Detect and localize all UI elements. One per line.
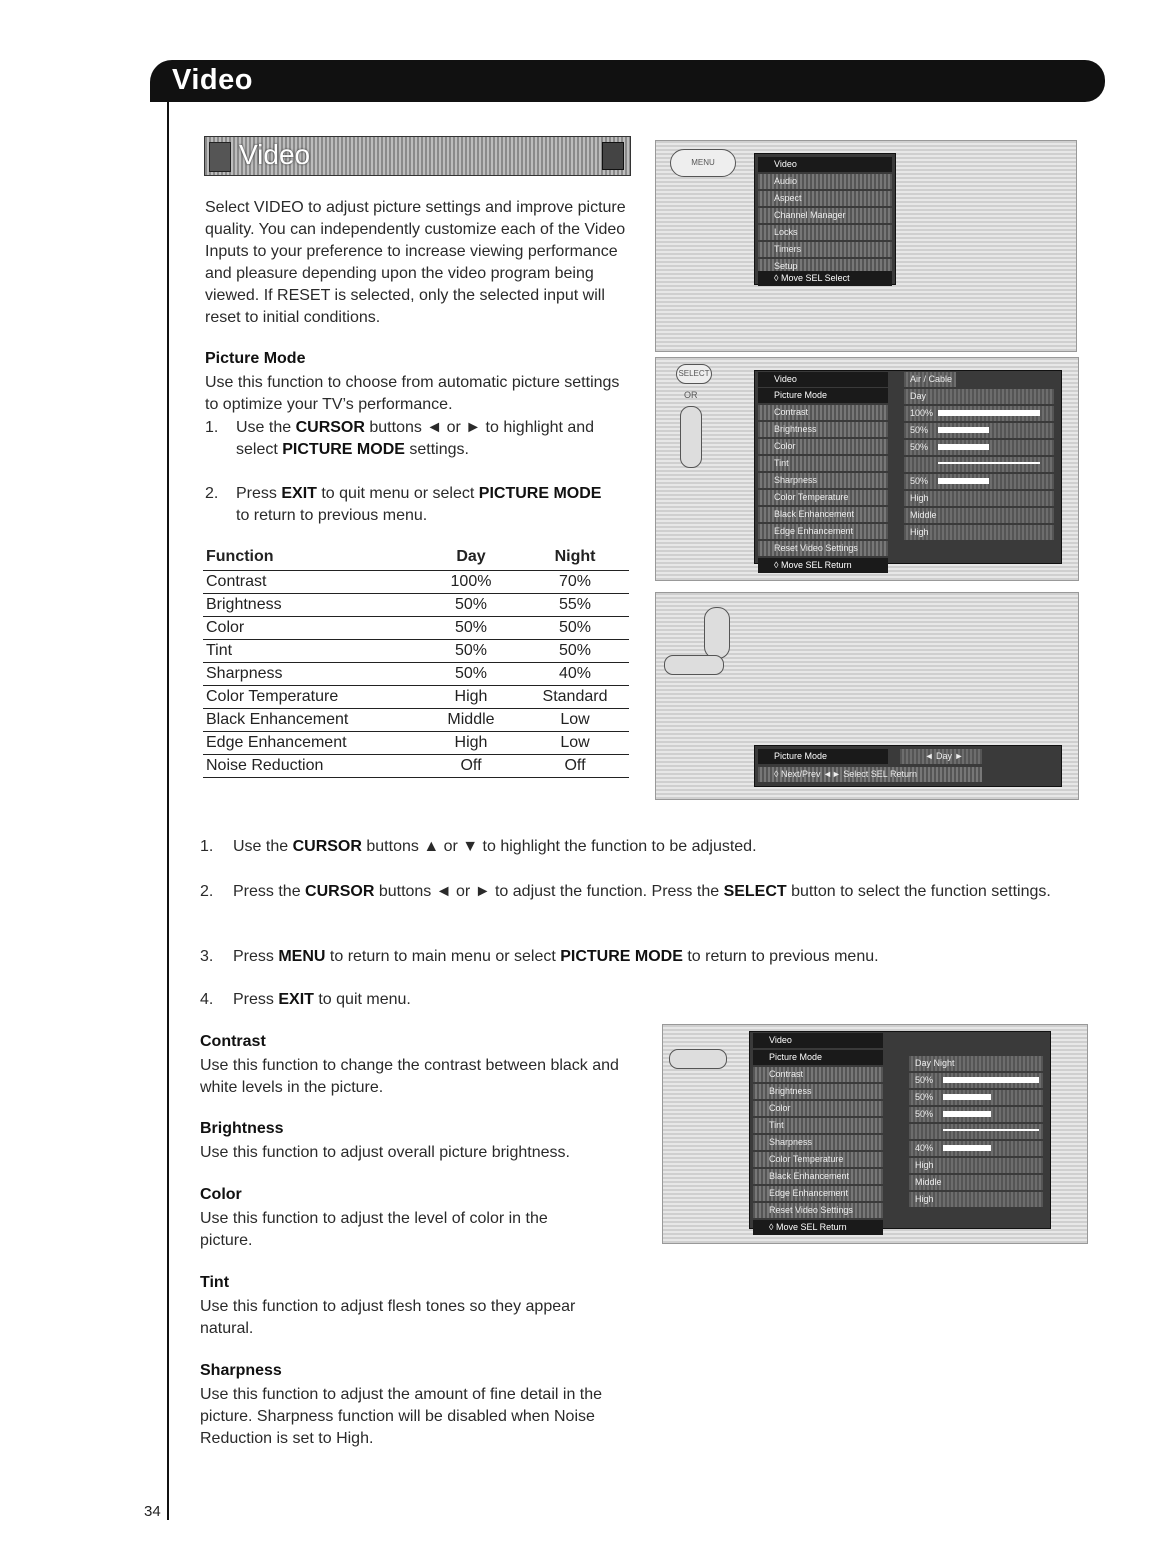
table-cell: Color <box>206 619 245 636</box>
value-cell: High <box>904 525 1054 540</box>
menu-item[interactable]: Edge Enhancement <box>758 524 888 539</box>
value-cell: Middle <box>904 508 1054 523</box>
intro-paragraph: Select VIDEO to adjust picture settings and improve picture quality. You can independently customize each of the Video Inputs to your preference to increase viewing performance and pleasure depending upon the video program being viewed. If RESET is selected, only the selected input will reset to initial conditions. <box>205 199 626 326</box>
column-header: Day <box>456 548 486 565</box>
adjust-step-4 <box>200 989 1070 1011</box>
contrast-level-bar <box>938 410 1040 416</box>
sharpness-level-bar <box>938 478 989 484</box>
table-cell: 50% <box>454 642 488 659</box>
table-row <box>203 663 629 686</box>
step-number: 2. <box>205 485 219 502</box>
menu-item-timers[interactable]: Timers <box>758 242 892 257</box>
step-keyword: PICTURE MODE <box>282 441 405 458</box>
menu-item[interactable]: Black Enhancement <box>753 1169 883 1184</box>
color-text: Use this function to adjust the level of color in the picture. <box>200 1210 548 1249</box>
sharpness-text: Use this function to adjust the amount of fine detail in the picture. Sharpness function will be disabled when Noise Reduction is set to High. <box>200 1386 603 1447</box>
table-cell: Middle <box>447 711 495 728</box>
menu-footer-hint: ◊ Move SEL Return <box>758 558 888 573</box>
picture-mode-step-1 <box>205 417 630 461</box>
menu-item[interactable]: Brightness <box>758 422 888 437</box>
adjust-step-2 <box>200 881 1070 903</box>
menu-item[interactable]: Color Temperature <box>758 490 888 505</box>
step-number: 2. <box>200 883 214 900</box>
color-heading: Color <box>200 1186 242 1203</box>
step-keyword: PICTURE MODE <box>478 485 602 502</box>
step-text: to return to previous menu. <box>682 948 879 965</box>
menu-item[interactable]: Color <box>758 439 888 454</box>
contrast-heading: Contrast <box>200 1033 266 1050</box>
menu-item[interactable]: Reset Video Settings <box>758 541 888 556</box>
value-cell: High <box>904 491 1054 506</box>
table-cell: Standard <box>542 688 608 705</box>
value-cell: Middle <box>909 1175 1043 1190</box>
picture-mode-text: Use this function to choose from automatic picture settings to optimize your TV’s performance. <box>205 374 620 413</box>
value-cell: 50% <box>909 1107 1043 1122</box>
sharpness-level-bar <box>943 1145 991 1151</box>
menu-item[interactable]: Black Enhancement <box>758 507 888 522</box>
banner-end-icon <box>602 142 624 170</box>
value-cell: 50% <box>904 440 1054 455</box>
value-cell: High <box>909 1158 1043 1173</box>
value-cell: High <box>909 1192 1043 1207</box>
contrast-text: Use this function to change the contrast between black and white levels in the picture. <box>200 1057 619 1096</box>
menu-item-video[interactable]: Video <box>758 157 892 172</box>
table-header-row <box>203 548 629 571</box>
step-keyword: SELECT <box>723 883 787 900</box>
table-cell: Contrast <box>206 573 267 590</box>
menu-footer-hint: ◊ Move SEL Select <box>758 271 892 286</box>
menu-item[interactable]: Color Temperature <box>753 1152 883 1167</box>
value-cell <box>909 1124 1043 1139</box>
contrast-level-bar <box>943 1077 1039 1083</box>
step-text: button to select the function settings. <box>786 883 1051 900</box>
value-cell: 100% <box>904 406 1054 421</box>
step-keyword: EXIT <box>278 991 314 1008</box>
step-text: Press <box>233 991 279 1008</box>
step-text: Use the <box>233 838 293 855</box>
menu-item[interactable]: Sharpness <box>758 473 888 488</box>
table-cell: Black Enhancement <box>206 711 349 728</box>
table-cell: Noise Reduction <box>206 757 324 774</box>
menu-footer-hint: ◊ Move SEL Return <box>753 1220 883 1235</box>
step-text: Press <box>236 485 282 502</box>
menu-item[interactable]: Contrast <box>753 1067 883 1082</box>
table-cell: Low <box>560 734 590 751</box>
value-cell: 40% <box>909 1141 1043 1156</box>
cursor-right-arrow-icon <box>680 406 702 468</box>
video-menu-icon <box>209 142 231 172</box>
table-cell: 50% <box>558 619 592 636</box>
step-keyword: CURSOR <box>292 838 362 855</box>
table-row <box>203 732 629 755</box>
brightness-level-bar <box>938 427 989 433</box>
step-text: buttons ◄ or ► to highlight and select <box>236 419 595 458</box>
step-text: to return to main menu or select <box>325 948 561 965</box>
table-row <box>203 617 629 640</box>
step-text: Press <box>233 948 279 965</box>
section-header-bar <box>150 60 1105 102</box>
step-text: Press the <box>233 883 306 900</box>
menu-footer-hint: ◊ Next/Prev ◄► Select SEL Return <box>758 767 982 782</box>
menu-item-audio[interactable]: Audio <box>758 174 892 189</box>
table-row <box>203 755 629 778</box>
select-remote-button: SELECT <box>676 364 712 384</box>
sharpness-heading: Sharpness <box>200 1362 282 1379</box>
tint-heading: Tint <box>200 1274 230 1291</box>
picture-mode-item[interactable]: Picture Mode <box>758 749 888 764</box>
table-cell: Off <box>564 757 586 774</box>
step-number: 1. <box>200 838 214 855</box>
cursor-right-arrow-icon <box>704 607 730 659</box>
picture-mode-heading: Picture Mode <box>205 350 306 367</box>
menu-item[interactable]: Sharpness <box>753 1135 883 1150</box>
table-cell: High <box>454 734 488 751</box>
table-row <box>203 640 629 663</box>
menu-item-aspect[interactable]: Aspect <box>758 191 892 206</box>
video-menu-banner <box>204 136 631 176</box>
brightness-heading: Brightness <box>200 1120 284 1137</box>
adjust-step-3 <box>200 946 1070 968</box>
step-text: buttons ▲ or ▼ to highlight the function to be adjusted. <box>361 838 757 855</box>
table-cell: Tint <box>206 642 233 659</box>
step-text: settings. <box>404 441 469 458</box>
step-number: 4. <box>200 991 214 1008</box>
banner-title: Video <box>239 139 311 170</box>
menu-item[interactable]: Contrast <box>758 405 888 420</box>
picture-mode-value[interactable]: ◄ Day ► <box>900 749 982 764</box>
value-cell: Day Night <box>909 1056 1043 1071</box>
value-cell: Air / Cable <box>904 372 956 387</box>
table-cell: 40% <box>558 665 592 682</box>
tint-level-bar <box>943 1129 1039 1131</box>
table-cell: 50% <box>454 665 488 682</box>
picture-mode-table <box>203 548 629 778</box>
menu-item[interactable]: Tint <box>753 1118 883 1133</box>
step-keyword: MENU <box>278 948 326 965</box>
table-cell: 100% <box>450 573 492 590</box>
table-cell: 50% <box>454 619 488 636</box>
value-cell: 50% <box>904 474 1054 489</box>
table-row <box>203 594 629 617</box>
menu-item-locks[interactable]: Locks <box>758 225 892 240</box>
menu-remote-button: MENU <box>670 149 736 177</box>
tv-screen-main-menu <box>655 140 1077 352</box>
menu-item[interactable]: Video <box>758 372 888 387</box>
cursor-down-arrow-icon <box>669 1049 727 1069</box>
section-title: Video <box>172 64 253 96</box>
table-cell: Edge Enhancement <box>206 734 347 751</box>
color-level-bar <box>938 444 989 450</box>
or-label: OR <box>684 390 698 400</box>
step-number: 3. <box>200 948 214 965</box>
table-row <box>203 571 629 594</box>
value-cell: 50% <box>909 1073 1043 1088</box>
color-level-bar <box>943 1111 991 1117</box>
menu-item[interactable]: Tint <box>758 456 888 471</box>
menu-item-channel-manager[interactable]: Channel Manager <box>758 208 892 223</box>
tint-level-bar <box>938 462 1040 464</box>
brightness-text: Use this function to adjust overall picture brightness. <box>200 1144 570 1161</box>
picture-mode-step-2 <box>205 483 605 527</box>
table-cell: 50% <box>454 596 488 613</box>
step-text: to return to previous menu. <box>236 507 428 524</box>
step-text: to quit menu or select <box>316 485 479 502</box>
step-keyword: EXIT <box>281 485 317 502</box>
tv-screen-picture-mode <box>655 592 1079 800</box>
column-header: Night <box>554 548 596 565</box>
table-cell: Sharpness <box>206 665 283 682</box>
table-cell: Brightness <box>206 596 282 613</box>
tv-screen-contrast-adjust <box>662 1024 1088 1244</box>
table-row <box>203 709 629 732</box>
tv-screen-video-menu <box>655 357 1079 581</box>
tint-text: Use this function to adjust flesh tones so they appear natural. <box>200 1298 576 1337</box>
step-number: 1. <box>205 419 219 436</box>
menu-item[interactable]: Color <box>753 1101 883 1116</box>
adjust-step-1 <box>200 836 1070 858</box>
column-header: Function <box>206 548 274 565</box>
table-cell: Color Temperature <box>206 688 339 705</box>
menu-item[interactable]: Picture Mode <box>758 388 888 403</box>
table-cell: Low <box>560 711 590 728</box>
menu-item[interactable]: Edge Enhancement <box>753 1186 883 1201</box>
table-row <box>203 686 629 709</box>
step-text: to quit menu. <box>313 991 411 1008</box>
value-cell: 50% <box>904 423 1054 438</box>
table-cell: Off <box>460 757 482 774</box>
step-text: Use the <box>236 419 296 436</box>
cursor-down-arrow-icon <box>664 655 724 675</box>
table-cell: 50% <box>558 642 592 659</box>
value-cell <box>904 457 1054 472</box>
menu-item[interactable]: Picture Mode <box>753 1050 883 1065</box>
menu-item[interactable]: Video <box>753 1033 883 1048</box>
step-keyword: CURSOR <box>295 419 365 436</box>
menu-item[interactable]: Brightness <box>753 1084 883 1099</box>
table-cell: 55% <box>558 596 592 613</box>
table-cell: High <box>454 688 488 705</box>
brightness-level-bar <box>943 1094 991 1100</box>
step-keyword: CURSOR <box>305 883 375 900</box>
value-cell: 50% <box>909 1090 1043 1105</box>
menu-item-setup[interactable]: Setup <box>758 259 892 274</box>
page-number: 34 <box>144 1503 161 1520</box>
menu-item[interactable]: Reset Video Settings <box>753 1203 883 1218</box>
step-text: buttons ◄ or ► to adjust the function. Press the <box>374 883 724 900</box>
left-margin-rule <box>167 100 169 1520</box>
step-keyword: PICTURE MODE <box>560 948 683 965</box>
value-cell: Day <box>904 389 1054 404</box>
table-cell: 70% <box>558 573 592 590</box>
